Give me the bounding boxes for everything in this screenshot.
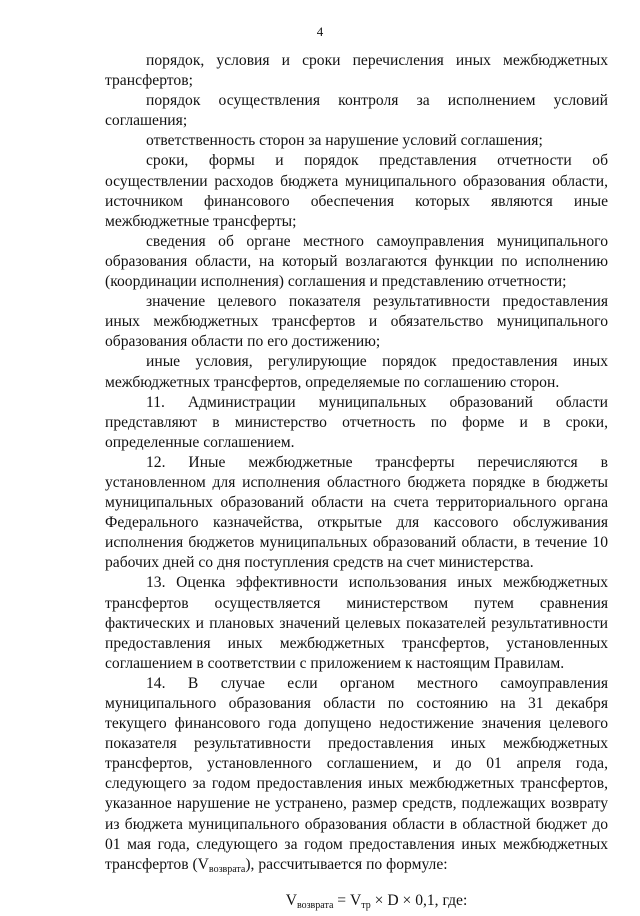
paragraph-13: 13. Оценка эффективности использования иных межбюджетных трансфертов осуществляется министерством путем сравнения фактических и плановых значений целевых показателей результативности предоставления иных межбюджетных трансфертов, установленных соглашением в соответствии с приложением к настоящим Правилам. [105,574,608,672]
formula-lhs-subscript: возврата [296,899,334,911]
formula-rest: × D × 0,1, где: [370,891,468,909]
formula [105,891,608,916]
paragraph-12: 12. Иные межбюджетные трансферты перечисляются в установленном для исполнения областного бюджета порядке в бюджеты муниципальных образований области на счета территориального органа Федерального казначейства, открытые для кассового обслуживания исполнения бюджетов муниципальных образований области, в течение 10 рабочих дней со дня поступления средств на счет министерства. [105,453,608,572]
paragraph: порядок, условия и сроки перечисления иных межбюджетных трансфертов; [105,52,608,90]
formula-tr-subscript: тр [361,899,371,911]
paragraph-14 [105,674,608,880]
paragraph-11: 11. Администрации муниципальных образований области представляют в министерство отчетность по форме и в сроки, определенные соглашением. [105,393,608,451]
subscript-return: возврата [208,863,246,875]
paragraph: значение целевого показателя результативности предоставления иных межбюджетных трансфертов и обязательство муниципального образования области по его достижению; [105,293,608,351]
paragraph: иные условия, регулирующие порядок предоставления иных межбюджетных трансфертов, определяемые по соглашению сторон. [105,353,608,391]
paragraph: порядок осуществления контроля за исполнением условий соглашения; [105,92,608,130]
paragraph: сроки, формы и порядок представления отчетности об осуществлении расходов бюджета муниципального образования области, источником финансового обеспечения которых являются иные межбюджетные трансферты; [105,152,608,230]
paragraph-14-text: 14. В случае если органом местного самоуправления муниципального образования области по состоянию на 31 декабря текущего финансового года допущено недостижение значения целевого показателя результативности предоставления иных межбюджетных трансфертов, установленного соглашением, и до 01 апреля года, следующего за годом предоставления иных межбюджетных трансфертов, указанное нарушение не устранено, размер средств, подлежащих возврату из бюджета муниципального образования области в областной бюджет до 01 мая года, следующего за годом предоставления иных межбюджетных трансфертов (V [105,674,608,873]
paragraph-14-tail: ), рассчитывается по формуле: [245,855,448,873]
page-number: 4 [316,24,324,39]
formula-equals: = V [333,891,362,909]
formula-lhs: V [285,891,297,909]
document-body [105,51,608,916]
paragraph: ответственность сторон за нарушение условий соглашения; [146,132,543,150]
paragraph: сведения об органе местного самоуправления муниципального образования области, на который возлагаются функции по исполнению (координации исполнения) соглашения и представлению отчетности; [105,232,608,291]
